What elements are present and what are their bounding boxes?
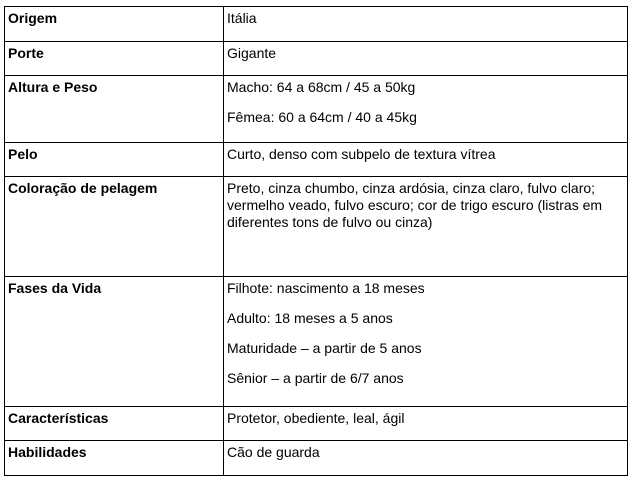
row-value [224,441,628,476]
row-label: Altura e Peso [5,76,224,143]
row-label: Porte [5,42,224,76]
value-text: Filhote: nascimento a 18 meses [227,280,425,296]
value-text: Cão de guarda [227,444,320,460]
table-row-caracteristicas [5,407,628,441]
value-text: Macho: 64 a 68cm / 45 a 50kg [227,79,416,95]
breed-info-table [4,6,628,476]
value-text: Maturidade – a partir de 5 anos [227,340,422,356]
row-value [224,76,628,143]
value-text: Preto, cinza chumbo, cinza ardósia, cinza claro, fulvo claro; vermelho veado, fulvo escuro; cor de trigo escuro (listras em diferentes tons de fulvo ou cinza) [227,180,603,230]
value-text: Protetor, obediente, leal, ágil [227,410,405,426]
value-text: Curto, denso com subpelo de textura vítrea [227,146,496,162]
row-value [224,277,628,407]
value-text: Fêmea: 60 a 64cm / 40 a 45kg [227,109,417,125]
table-row-fases-vida [5,277,628,407]
table-row-altura-peso [5,76,628,143]
row-label: Fases da Vida [5,277,224,407]
row-value [224,407,628,441]
row-value [224,7,628,42]
table-row-porte [5,42,628,76]
value-text: Gigante [227,45,277,61]
table-row-origem [5,7,628,42]
table-row-pelo [5,143,628,177]
table-row-coloracao [5,177,628,277]
row-label: Habilidades [5,441,224,476]
row-value [224,143,628,177]
row-label: Pelo [5,143,224,177]
row-label: Características [5,407,224,441]
table-row-habilidades [5,441,628,476]
row-label: Coloração de pelagem [5,177,224,277]
value-text: Itália [227,10,257,26]
row-value [224,42,628,76]
value-text: Adulto: 18 meses a 5 anos [227,310,393,326]
row-value [224,177,628,277]
row-label: Origem [5,7,224,42]
value-text: Sênior – a partir de 6/7 anos [227,370,404,386]
